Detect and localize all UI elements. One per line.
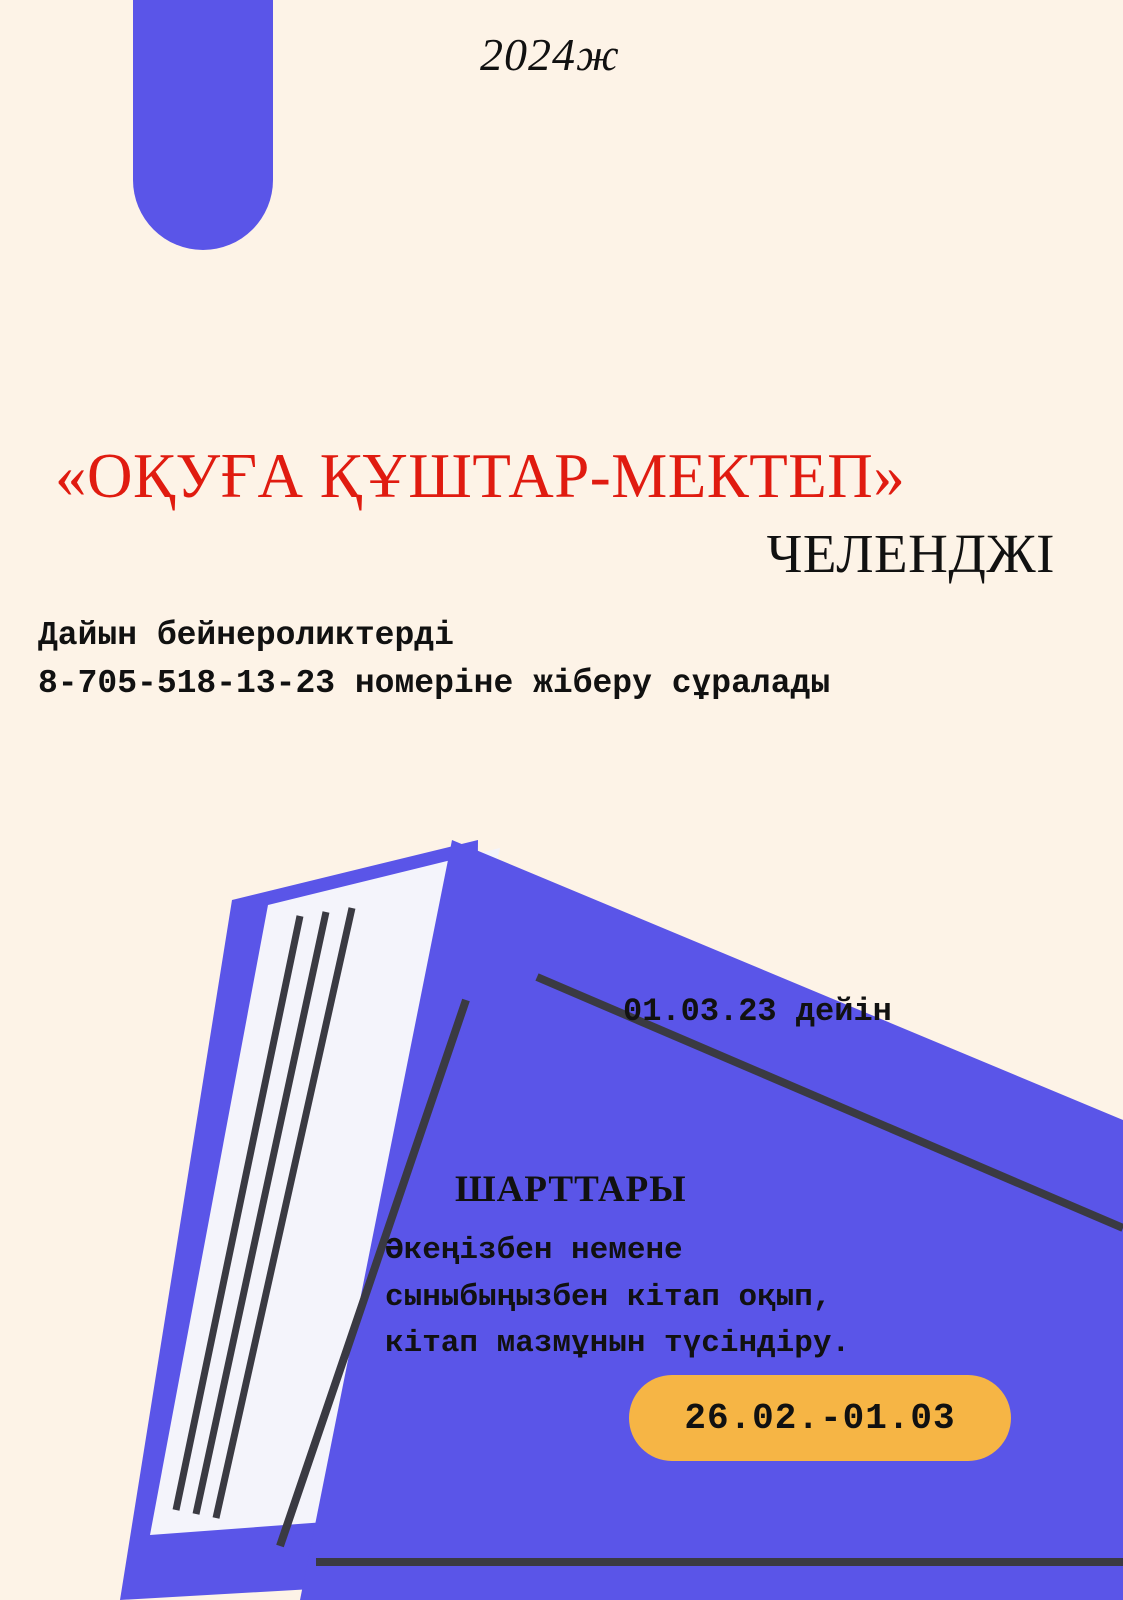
deadline-label: 01.03.23 дейін (623, 993, 892, 1030)
instruction-line-2: 8-705-518-13-23 номеріне жіберу сұралады (38, 664, 831, 702)
condition-line-3: кітап мазмұнын түсіндіру. (385, 1326, 851, 1361)
conditions-title: ШАРТТАРЫ (455, 1169, 687, 1210)
condition-line-1: Әкеңізбен немене (385, 1233, 683, 1268)
instructions-block (38, 612, 830, 708)
page-subtitle: ЧЕЛЕНДЖІ (766, 523, 1055, 584)
top-blue-bar-decoration (133, 0, 273, 250)
page-title: «ОҚУҒА ҚҰШТАР-МЕКТЕП» (55, 441, 906, 511)
conditions-body (385, 1228, 850, 1368)
condition-line-2: сыныбыңызбен кітап оқып, (385, 1279, 832, 1315)
date-range-badge: 26.02.-01.03 (629, 1375, 1011, 1461)
year-label: 2024ж (480, 29, 620, 80)
instruction-line-1: Дайын бейнероликтерді (38, 617, 454, 654)
